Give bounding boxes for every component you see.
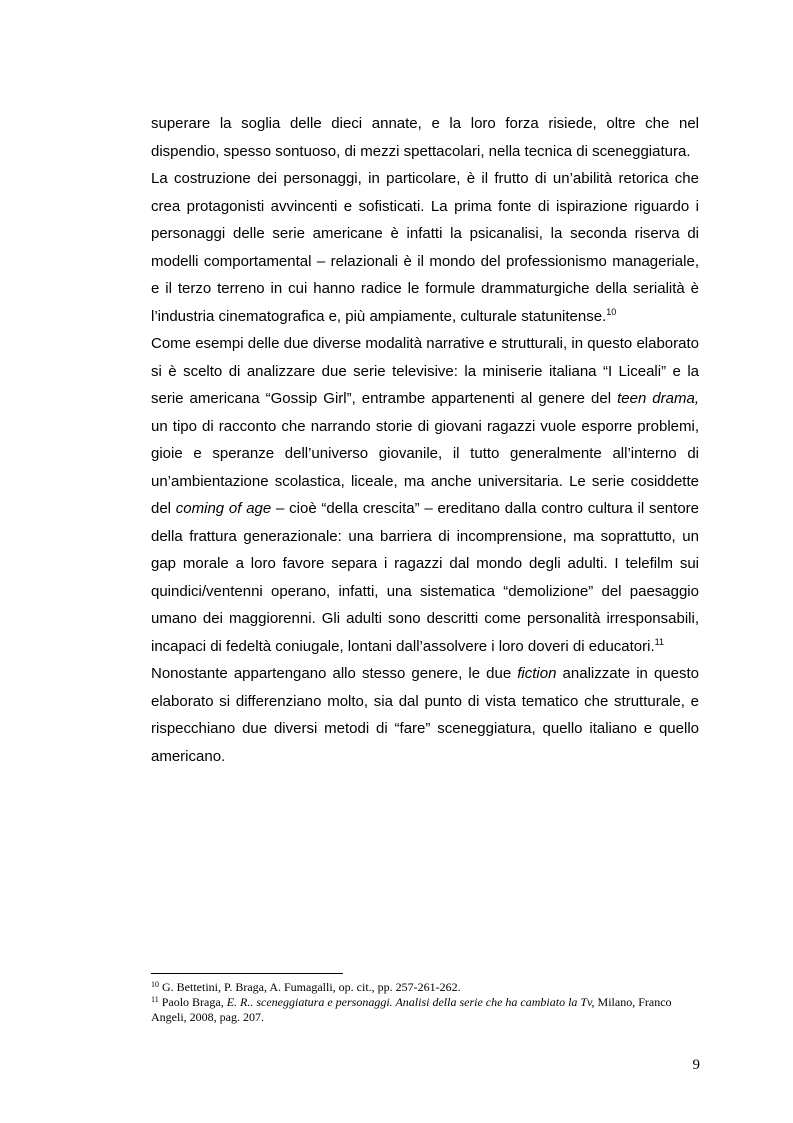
paragraph-text: superare la soglia delle dieci annate, e la loro forza risiede, oltre che nel dispendio, spesso sontuoso, di mezzi spettacolari, nella tecnica di sceneggiatura. (151, 115, 699, 160)
footnote-text: Paolo Braga, (158, 995, 227, 1009)
footnote (151, 995, 699, 1025)
footnote-number: 10 (151, 980, 159, 989)
footnotes (151, 980, 699, 1025)
body-text (151, 110, 699, 770)
paragraph-text: un tipo di racconto che narrando storie di giovani ragazzi vuole esporre problemi, gioie e speranze dell’universo giovanile, il tutto generalmente all’interno di un’ambientazione scolastica, liceale, ma anche universitaria. Le serie cosiddette del (151, 417, 699, 517)
page-number: 9 (692, 1057, 700, 1073)
paragraph-text: – cioè “della crescita” – ereditano dalla contro cultura il sentore della frattura generazionale: una barriera di incomprensione, ma soprattutto, un gap morale a loro favore separa i ragazzi dal mondo degli adulti. I telefilm sui quindici/ventenni operano, infatti, una sistematica “demolizione” del paesaggio umano dei maggiorenni. Gli adulti sono descritti come personalità irresponsabili, incapaci di fedeltà coniugale, lontani dall’assolvere i loro doveri di educatori. (151, 500, 699, 655)
paragraph-text: La costruzione dei personaggi, in particolare, è il frutto di un’abilità retorica che crea protagonisti avvincenti e sofisticati. La prima fonte di ispirazione riguardo i personaggi delle serie americane è infatti la psicanalisi, la seconda riserva di modelli comportamental – relazionali è il mondo del professionismo manageriale, e il terzo terreno in cui hanno radice le formule drammaturgiche della serialità è l’industria cinematografica e, più ampiamente, culturale statunitense. (151, 170, 699, 325)
italic-term: teen drama, (617, 390, 699, 407)
italic-term: coming of age (175, 500, 272, 517)
footnote-text: G. Bettetini, P. Braga, A. Fumagalli, op. cit., pp. 257-261-262. (159, 980, 461, 994)
paragraph-text: Nonostante appartengano allo stesso genere, le due (151, 665, 518, 682)
italic-term: fiction (517, 665, 557, 682)
paragraph-text: analizzate in questo elaborato si differenziano molto, sia dal punto di vista tematico che strutturale, e rispecchiano due diversi metodi di “fare” sceneggiatura, quello italiano e quello americano. (151, 665, 699, 765)
footnote-text: Milano, Franco Angeli, 2008, pag. 207. (151, 995, 672, 1024)
footnote-separator (151, 973, 343, 974)
footnote-reference: 10 (606, 306, 617, 317)
footnote-number: 11 (151, 995, 159, 1004)
paragraph (151, 110, 699, 165)
footnote (151, 980, 699, 995)
paragraph (151, 660, 699, 770)
paragraph (151, 165, 699, 330)
paragraph-text: Come esempi delle due diverse modalità narrative e strutturali, in questo elaborato si è scelto di analizzare due serie televisive: la miniserie italiana “I Liceali” e la serie americana “Gossip Girl”, entrambe appartenenti al genere del (151, 335, 699, 407)
footnote-title: E. R.. sceneggiatura e personaggi. Analisi della serie che ha cambiato la Tv, (226, 995, 595, 1009)
footnote-reference: 11 (654, 636, 664, 647)
paragraph (151, 330, 699, 660)
